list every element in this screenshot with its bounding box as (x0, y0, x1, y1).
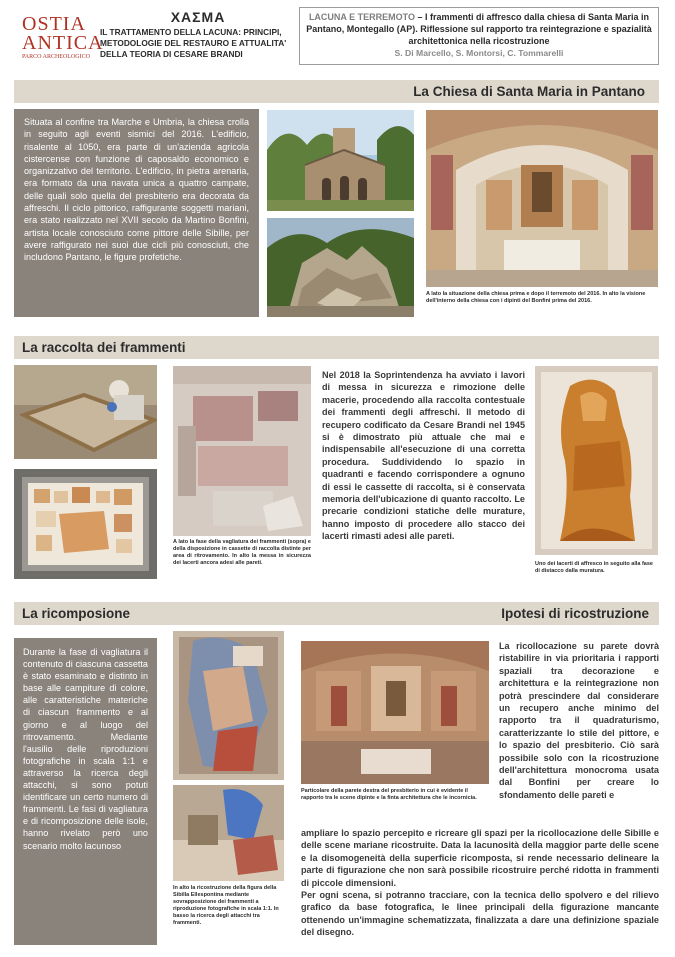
photo-church-before (267, 110, 414, 211)
logo-line3: PARCO ARCHEOLOGICO (22, 54, 90, 60)
poster-title: ΧΑΣΜΑ (170, 9, 226, 25)
section3-caption-mid: In alto la ricostruzione della figura della Sibilla Ellespontina mediante sovrapposizione dei frammenti a riproduzione fotografiche in scala 1:1. In basso la ricerca degli attacchi tra frammenti. (173, 885, 279, 926)
header-box-kicker: LACUNA E TERREMOTO (308, 12, 415, 22)
header-box-title (306, 11, 652, 47)
poster-subtitle: IL TRATTAMENTO DELLA LACUNA: PRINCIPI, METODOLOGIE DEL RESTAURO E ATTUALITA' DELLA TEORIA DI CESARE BRANDI (100, 27, 287, 59)
header-box-authors: S. Di Marcello, S. Montorsi, C. Tommarelli (394, 48, 564, 58)
section3-text-left: Durante la fase di vagliatura il contenuto di ciascuna cassetta è stato esaminato e distinto in base alle campiture di colore, alle caratteristiche materiche di ciascun frammento e al giorno e al luogo del ritrovamento. Mediante l'ausilio delle riproduzioni fotografiche in scala 1:1 e attraverso la ricerca degli attacchi, si sono potuti identificare un certo numero di frammenti. Le fasi di vagliatura e di ricomposizione delle isole, hanno rivelato però uno scenario molto lacunoso (23, 647, 148, 851)
photo-church-interior (426, 110, 658, 287)
logo-line2: ANTICA (22, 32, 104, 54)
photo-church-after (267, 218, 414, 317)
photo-fragment-box (14, 469, 157, 579)
section-bar-chiesa (14, 80, 659, 103)
section1-text-panel (14, 109, 259, 317)
header-title-block (100, 9, 296, 60)
section-heading-ricomposizione: La ricomposione (22, 606, 131, 621)
section2-caption-right: Uno dei lacerti di affresco in seguito alla fase di distacco dalla muratura. (535, 561, 653, 574)
section3-caption-photo: Particolare della parete destra del presbiterio in cui è evidente il rapporto tra le scene dipinte e la finta architettura che le incornicia. (301, 788, 477, 801)
section3-text-panel (14, 638, 157, 945)
section2-caption-left: A lato la fase della vagliatura dei frammenti (sopra) e della disposizione in cassette di raccolta distinte per area di ritrovamento. In alto la messa in sicurezza dei lacerti ancora adesi alle pareti. (173, 539, 311, 566)
photo-presbytery-wall (301, 641, 489, 784)
section-bar-raccolta (14, 336, 659, 359)
photo-fragment-matching (173, 785, 284, 881)
photo-detached-fragment (535, 366, 658, 555)
section-heading-ipotesi: Ipotesi di ricostruzione (501, 606, 649, 621)
section3-text-right-bottom: ampliare lo spazio percepito e ricreare gli spazi per la ricollocazione delle Sibille e delle scene mariane ricostruite. Data la lacunosità della maggior parte delle scene e la disomogeneità della superficie ricomposta, si rende necessario delineare la parte di figurazione che non sarà possibile ricostruire perché ridotta in frammenti di piccole dimensioni. Per ogni scena, si potranno tracciare, con la tecnica dello spolvero e del rilievo grafico da base fotografica, le linee principali della figurazione mancante ottenendo un'immagine schematizzata, finalizzata a dare una definizione spaziale del disegno. (301, 828, 659, 938)
section-heading-raccolta: La raccolta dei frammenti (22, 340, 186, 355)
section1-caption: A lato la situazione della chiesa prima e dopo il terremoto del 2016. In alto la visione dell'interno della chiesa con i dipinti del Bonfini prima del 2016. (426, 291, 646, 304)
section-heading-chiesa: La Chiesa di Santa Maria in Pantano (413, 84, 645, 99)
logo-line1: OSTIA (22, 13, 86, 35)
section3-text-right-top: La ricollocazione su parete dovrà ristabilire in via prioritaria i rapporti spaziali tra decorazione e architettura e la reintegrazione non potrà prescindere dal considerare un recupero anche minimo del rapporto tra il quadraturismo, caratterizzante lo stile del pittore, e lo spazio del presbiterio. Ciò sarà possibile solo con la ricostruzione dell'architettura monocroma usata dal Bonfini per creare lo sfondamento delle pareti e (499, 641, 659, 800)
header-box-text: – I frammenti di affresco dalla chiesa di Santa Maria in Pantano, Montegallo (AP). Riflessione sul rapporto tra reintegrazione e spazialità architettonica nella ricostruzione (306, 12, 652, 46)
section1-text: Situata al confine tra Marche e Umbria, la chiesa crolla in seguito agli eventi sismici del 2016. L'edificio, risalente al 1050, era parte di un'azienda agricola cistercense con funzione di caposaldo economico e organizzativo del territorio. L'edificio, in pietra arenaria, era formato da una navata unica a quattro campate, delle quali solo quella del presbiterio era decorata da affreschi. Il ciclo pittorico, raffigurante soggetti mariani, era stato realizzato nel XVII secolo da Martino Bonfini, artista locale conosciuto come pittore delle Sibille, per avere raffigurato nei suoi due cicli più conosciuti, che includono Pantano, le figure profetiche. (24, 117, 249, 263)
photo-sifting (14, 365, 157, 459)
section-bar-ricomposizione (14, 602, 659, 625)
photo-sibilla-reconstruction (173, 631, 284, 780)
ostia-antica-logo (22, 13, 104, 61)
section2-text: Nel 2018 la Soprintendenza ha avviato i lavori di messa in sicurezza e rimozione delle macerie, procedendo alla raccolta contestuale dei frammenti degli affreschi. Il metodo di recupero codificato da Cesare Brandi nel 1945 si è dimostrato più attuale che mai e indispensabile all'esecuzione di una corretta procedura. Suddividendo lo spazio in quadranti e facendo corrispondere a ognuno di essi le cassette di raccolta, si è conservata memoria dell'ubicazione di quanto raccolto. Le precarie condizioni statiche delle murature, hanno imposto di procedere allo stacco dei lacerti rimasti adesi alle pareti. (322, 370, 525, 542)
header-info-box (299, 7, 659, 65)
photo-wall-fragments (173, 366, 311, 536)
